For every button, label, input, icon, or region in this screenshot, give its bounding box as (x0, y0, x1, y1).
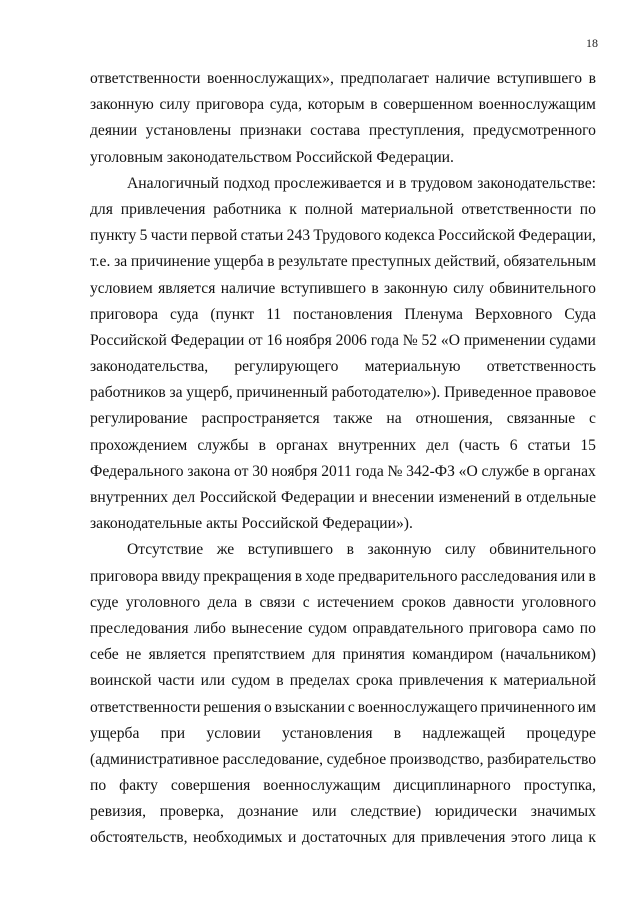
text-line: деянии установлены признаки состава преступления, предусмотренного (90, 122, 596, 140)
text-line: по факту совершения военнослужащим дисциплинарного проступка, (90, 777, 596, 795)
text-line: приговора суда (пункт 11 постановления Пленума Верховного Суда (90, 305, 596, 323)
paragraph (90, 171, 596, 538)
paragraph (90, 66, 596, 171)
text-line: Российской Федерации от 16 ноября 2006 года № 52 «О применении судами (90, 331, 596, 349)
text-line: прохождением службы в органах внутренних дел (часть 6 статьи 15 (90, 436, 596, 454)
text-line: Аналогичный подход прослеживается и в трудовом законодательстве: (127, 174, 596, 192)
text-line: ответственности решения о взыскании с военнослужащего причиненного им (90, 698, 596, 716)
text-line: работников за ущерб, причиненный работодателю»). Приведенное правовое (90, 384, 596, 402)
text-line: законодательные акты Российской Федерации»). (90, 515, 413, 533)
text-line: ущерба при условии установления в надлежащей процедуре (90, 724, 596, 742)
text-line: воинской части или судом в пределах срока привлечения к материальной (90, 672, 596, 690)
text-line: приговора ввиду прекращения в ходе предварительного расследования или в (90, 567, 596, 585)
text-line: законодательства, регулирующего материальную ответственность (90, 358, 596, 376)
text-line: Отсутствие же вступившего в законную силу обвинительного (127, 541, 596, 559)
text-line: условием является наличие вступившего в законную силу обвинительного (90, 279, 596, 297)
paragraph (90, 537, 596, 851)
text-line: (административное расследование, судебное производство, разбирательство (90, 750, 596, 768)
text-line: т.е. за причинение ущерба в результате преступных действий, обязательным (90, 253, 596, 271)
text-line: обстоятельств, необходимых и достаточных для привлечения этого лица к (90, 829, 596, 847)
text-line: преследования либо вынесение судом оправдательного приговора само по (90, 619, 596, 637)
body-text (90, 66, 596, 852)
text-line: уголовным законодательством Российской Федерации. (90, 148, 454, 166)
text-line: внутренних дел Российской Федерации и внесении изменений в отдельные (90, 489, 596, 506)
text-line: Федерального закона от 30 ноября 2011 года № 342-ФЗ «О службе в органах (90, 462, 596, 480)
page-number: 18 (586, 36, 598, 50)
text-line: себе не является препятствием для принятия командиром (начальником) (90, 646, 596, 664)
text-line: пункту 5 части первой статьи 243 Трудового кодекса Российской Федерации, (90, 227, 596, 245)
text-line: суде уголовного дела в связи с истечением сроков давности уголовного (90, 593, 596, 611)
text-line: ревизия, проверка, дознание или следствие) юридически значимых (90, 803, 596, 821)
text-line: законную силу приговора суда, которым в совершенном военнослужащим (90, 96, 596, 114)
text-line: регулирование распространяется также на отношения, связанные с (90, 410, 596, 428)
text-line: ответственности военнослужащих», предполагает наличие вступившего в (90, 70, 596, 87)
text-line: для привлечения работника к полной материальной ответственности по (90, 200, 596, 218)
